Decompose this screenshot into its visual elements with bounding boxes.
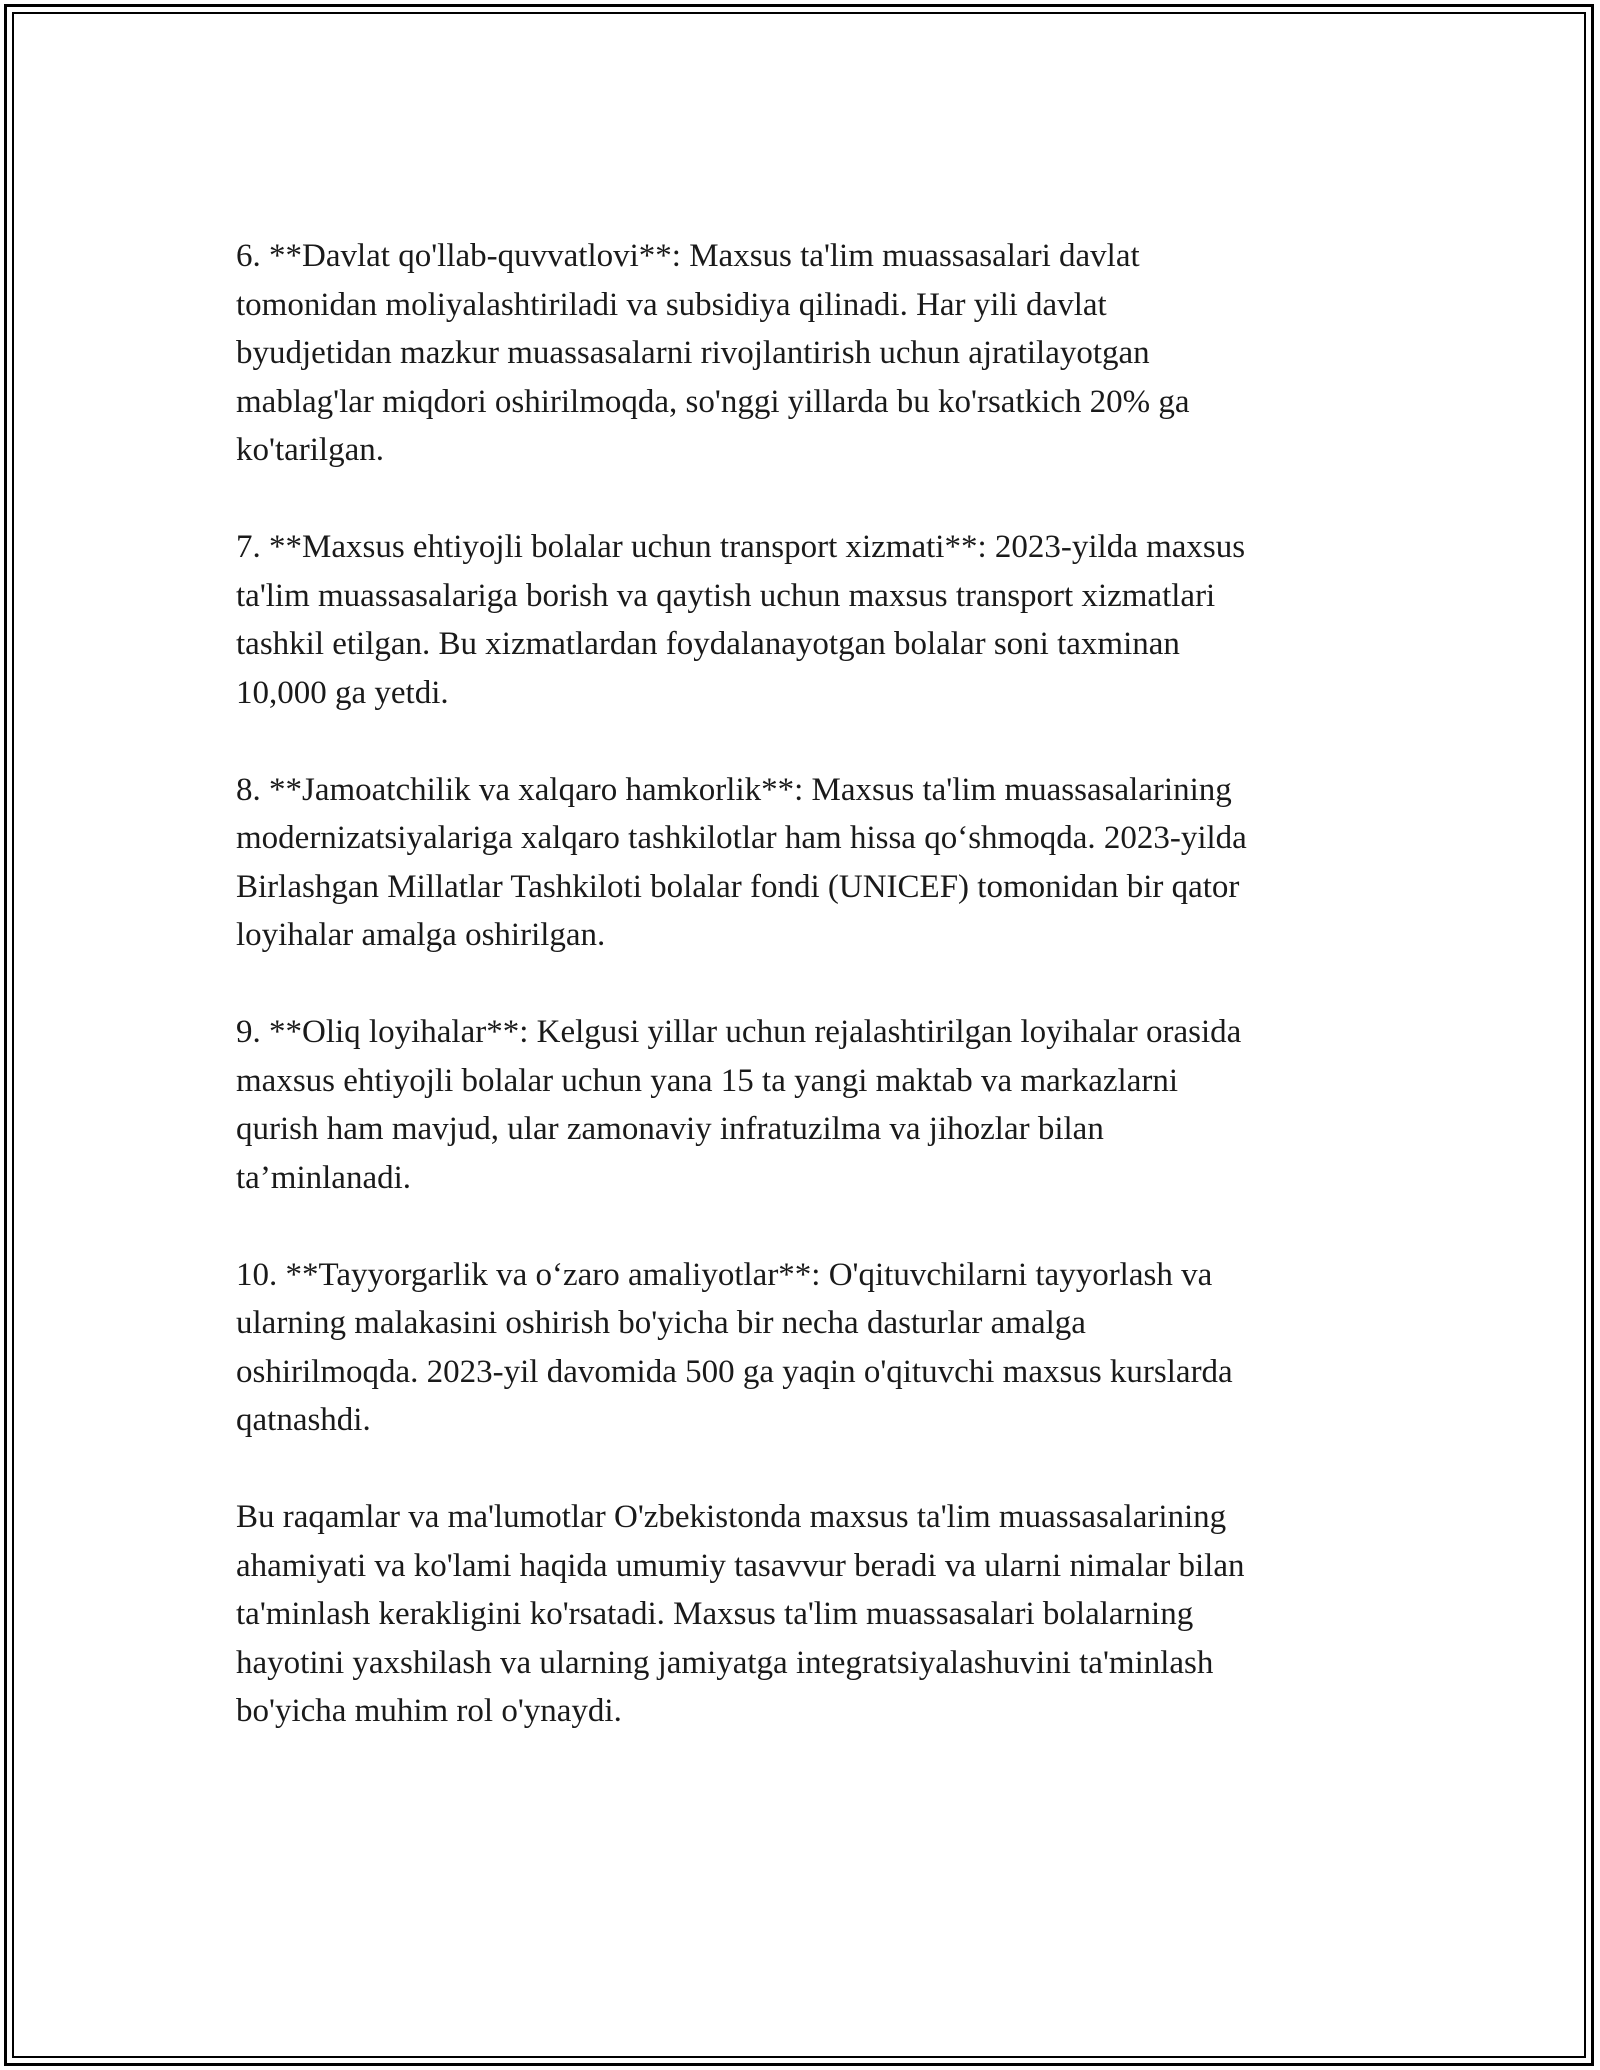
paragraph-item-6: 6. **Davlat qo'llab-quvvatlovi**: Maxsus ta'lim muassasalari davlat tomonidan moliyalashtiriladi va subsidiya qilinadi. Har yili davlat byudjetidan mazkur muassasalarni rivojlantirish uchun ajratilayotgan mablag'lar miqdori oshirilmoqda, so'nggi yillarda bu ko'rsatkich 20% ga ko'tarilgan. bbox=[236, 238, 1190, 468]
paragraph-item-8: 8. **Jamoatchilik va xalqaro hamkorlik**: Maxsus ta'lim muassasalarining modernizatsiyalariga xalqaro tashkilotlar ham hissa qo‘shmoqda. 2023-yilda Birlashgan Millatlar Tashkiloti bolalar fondi (UNICEF) tomonidan bir qator loyihalar amalga oshirilgan. bbox=[236, 771, 1247, 953]
paragraph-item-7: 7. **Maxsus ehtiyojli bolalar uchun transport xizmati**: 2023-yilda maxsus ta'lim muassasalariga borish va qaytish uchun maxsus transport xizmatlari tashkil etilgan. Bu xizmatlardan foydalanayotgan bolalar soni taxminan 10,000 ga yetdi. bbox=[236, 529, 1246, 711]
paragraph-item-9: 9. **Oliq loyihalar**: Kelgusi yillar uchun rejalashtirilgan loyihalar orasida maxsus ehtiyojli bolalar uchun yana 15 ta yangi maktab va markazlarni qurish ham mavjud, ular zamonaviy infratuzilma va jihozlar bilan ta’minlanadi. bbox=[236, 1014, 1242, 1196]
document-body bbox=[236, 232, 1376, 1736]
paragraph-item-10: 10. **Tayyorgarlik va o‘zaro amaliyotlar**: O'qituvchilarni tayyorlash va ularning malakasini oshirish bo'yicha bir necha dasturlar amalga oshirilmoqda. 2023-yil davomida 500 ga yaqin o'qituvchi maxsus kurslarda qatnashdi. bbox=[236, 1256, 1233, 1438]
paragraph-conclusion: Bu raqamlar va ma'lumotlar O'zbekistonda maxsus ta'lim muassasalarining ahamiyati va ko'lami haqida umumiy tasavvur beradi va ularni nimalar bilan ta'minlash kerakligini ko'rsatadi. Maxsus ta'lim muassasalari bolalarning hayotini yaxshilash va ularning jamiyatga integratsiyalashuvini ta'minlash bo'yicha muhim rol o'ynaydi. bbox=[236, 1499, 1245, 1729]
